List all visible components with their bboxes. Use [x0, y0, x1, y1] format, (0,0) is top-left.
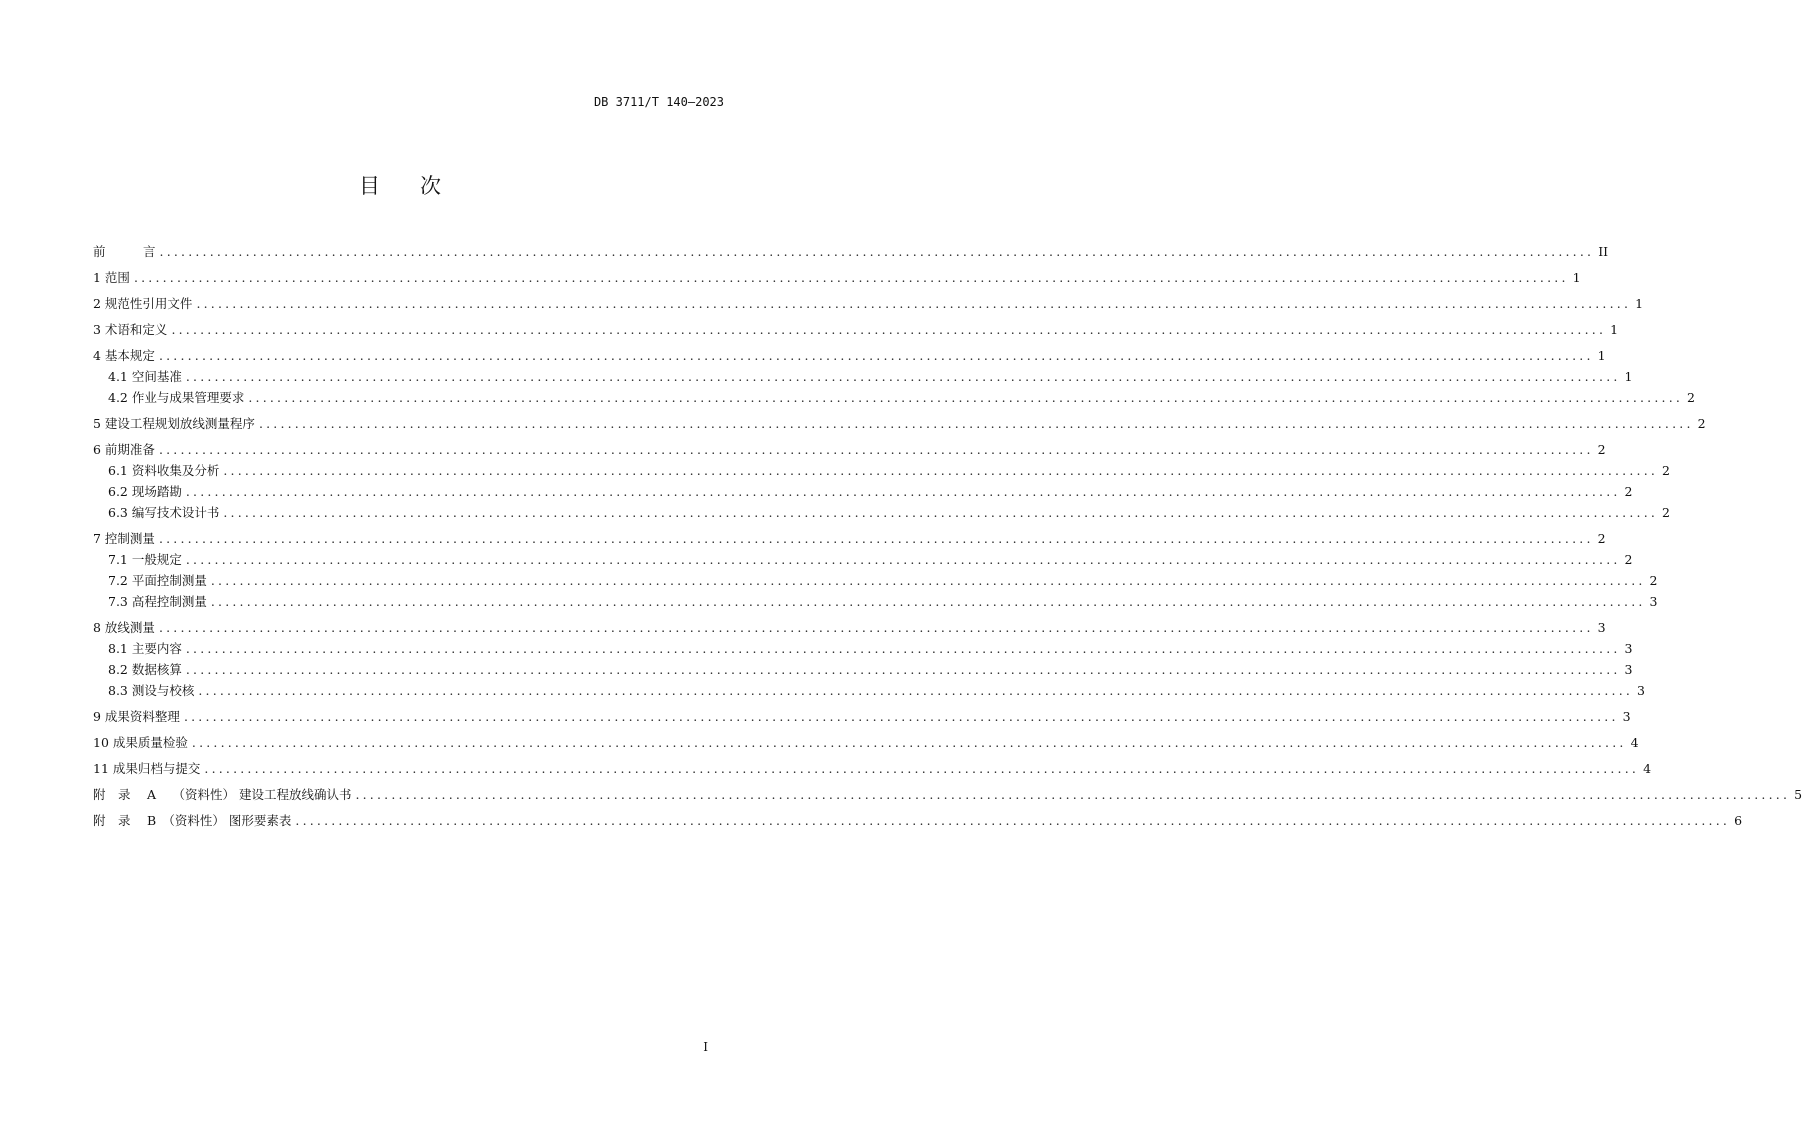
document-code: DB 3711/T 140—2023 — [593, 95, 724, 109]
toc-entry[interactable] — [93, 460, 1670, 481]
table-of-contents — [93, 241, 1802, 831]
page-number: I — [703, 1040, 708, 1054]
toc-entry-page: 2 — [1662, 505, 1670, 520]
toc-entry-page: 2 — [1697, 416, 1706, 431]
toc-entry[interactable] — [93, 659, 1633, 680]
toc-entry-label: 1 范围 — [93, 270, 130, 285]
toc-entry[interactable] — [93, 241, 1609, 262]
toc-entry-label: 6.3 编写技术设计书 — [108, 505, 220, 520]
dot-leader: ........................................................................................................................................................................................................ — [158, 348, 1594, 363]
dot-leader: ........................................................................................................................................................................................................ — [248, 390, 1684, 405]
dot-leader: ........................................................................................................................................................................................................ — [158, 620, 1594, 635]
toc-entry[interactable] — [93, 549, 1633, 570]
toc-entry-page: 3 — [1597, 620, 1606, 635]
toc-entry[interactable] — [93, 481, 1633, 502]
dot-leader: ........................................................................................................................................................................................................ — [355, 787, 1791, 802]
toc-entry[interactable] — [93, 319, 1619, 340]
toc-entry-label: 8.2 数据核算 — [108, 662, 182, 677]
toc-entry[interactable] — [93, 784, 1802, 805]
toc-entry[interactable] — [93, 439, 1606, 460]
dot-leader: ........................................................................................................................................................................................................ — [185, 484, 1621, 499]
dot-leader: ........................................................................................................................................................................................................ — [196, 296, 1632, 311]
toc-entry[interactable] — [93, 345, 1606, 366]
toc-entry-label: 7 控制测量 — [93, 531, 155, 546]
toc-entry[interactable] — [93, 680, 1645, 701]
toc-entry[interactable] — [93, 528, 1606, 549]
toc-entry-label: 6.1 资料收集及分析 — [108, 463, 220, 478]
toc-entry-page: 3 — [1622, 709, 1631, 724]
dot-leader: ........................................................................................................................................................................................................ — [204, 761, 1640, 776]
toc-entry-label: 4.1 空间基准 — [108, 369, 182, 384]
toc-entry-page: 1 — [1610, 322, 1619, 337]
toc-entry-label: 7.1 一般规定 — [108, 552, 182, 567]
dot-leader: ........................................................................................................................................................................................................ — [171, 322, 1607, 337]
toc-entry-page: 3 — [1637, 683, 1645, 698]
toc-entry[interactable] — [93, 267, 1581, 288]
toc-entry-label: 前 言 — [93, 244, 156, 259]
toc-entry-page: 2 — [1624, 484, 1633, 499]
toc-entry-page: 6 — [1734, 813, 1743, 828]
toc-entry-page: 3 — [1624, 641, 1633, 656]
toc-entry[interactable] — [93, 591, 1658, 612]
dot-leader: ........................................................................................................................................................................................................ — [198, 683, 1634, 698]
dot-leader: ........................................................................................................................................................................................................ — [185, 662, 1621, 677]
toc-entry-label: 7.2 平面控制测量 — [108, 573, 207, 588]
toc-entry[interactable] — [93, 758, 1652, 779]
toc-entry-page: 1 — [1572, 270, 1581, 285]
toc-entry-label: 6.2 现场踏勘 — [108, 484, 182, 499]
dot-leader: ........................................................................................................................................................................................................ — [158, 531, 1594, 546]
dot-leader: ........................................................................................................................................................................................................ — [223, 505, 1659, 520]
toc-entry-page: 4 — [1630, 735, 1639, 750]
toc-entry[interactable] — [93, 366, 1633, 387]
toc-entry-label: 8.3 测设与校核 — [108, 683, 195, 698]
toc-entry-page: 2 — [1597, 442, 1606, 457]
toc-entry-page: 5 — [1794, 787, 1802, 802]
dot-leader: ........................................................................................................................................................................................................ — [159, 244, 1595, 259]
toc-entry-label: 4 基本规定 — [93, 348, 155, 363]
toc-entry-page: 2 — [1597, 531, 1606, 546]
dot-leader: ........................................................................................................................................................................................................ — [185, 552, 1621, 567]
dot-leader: ........................................................................................................................................................................................................ — [183, 709, 1619, 724]
toc-entry-label: 8 放线测量 — [93, 620, 155, 635]
toc-entry-page: 1 — [1597, 348, 1606, 363]
toc-entry-page: 3 — [1624, 662, 1633, 677]
toc-entry-page: 2 — [1687, 390, 1695, 405]
toc-entry-label: 9 成果资料整理 — [93, 709, 180, 724]
toc-entry-page: 1 — [1624, 369, 1633, 384]
toc-entry-label: 8.1 主要内容 — [108, 641, 182, 656]
toc-entry[interactable] — [93, 732, 1639, 753]
toc-entry[interactable] — [93, 293, 1644, 314]
toc-entry[interactable] — [93, 638, 1633, 659]
toc-entry-page: 1 — [1635, 296, 1644, 311]
toc-entry[interactable] — [93, 706, 1631, 727]
dot-leader: ........................................................................................................................................................................................................ — [185, 641, 1621, 656]
toc-entry-label: 附 录 B （资料性） 图形要素表 — [93, 813, 292, 828]
toc-entry[interactable] — [93, 570, 1658, 591]
dot-leader: ........................................................................................................................................................................................................ — [210, 573, 1646, 588]
toc-entry[interactable] — [93, 387, 1695, 408]
dot-leader: ........................................................................................................................................................................................................ — [258, 416, 1694, 431]
toc-entry-page: 4 — [1643, 761, 1652, 776]
dot-leader: ........................................................................................................................................................................................................ — [223, 463, 1659, 478]
dot-leader: ........................................................................................................................................................................................................ — [133, 270, 1569, 285]
page-title: 目次 — [359, 174, 481, 198]
toc-entry[interactable] — [93, 810, 1743, 831]
toc-entry-label: 3 术语和定义 — [93, 322, 168, 337]
toc-entry-page: II — [1598, 244, 1609, 259]
toc-entry-page: 2 — [1624, 552, 1633, 567]
toc-entry-page: 3 — [1649, 594, 1658, 609]
toc-entry-label: 4.2 作业与成果管理要求 — [108, 390, 245, 405]
toc-entry-label: 5 建设工程规划放线测量程序 — [93, 416, 255, 431]
toc-entry[interactable] — [93, 502, 1670, 523]
toc-entry-label: 附 录 A （资料性） 建设工程放线确认书 — [93, 787, 352, 802]
toc-entry-page: 2 — [1649, 573, 1658, 588]
toc-entry-label: 11 成果归档与提交 — [93, 761, 201, 776]
dot-leader: ........................................................................................................................................................................................................ — [210, 594, 1646, 609]
toc-entry-label: 6 前期准备 — [93, 442, 155, 457]
dot-leader: ........................................................................................................................................................................................................ — [191, 735, 1627, 750]
toc-entry-label: 7.3 高程控制测量 — [108, 594, 207, 609]
toc-entry[interactable] — [93, 413, 1706, 434]
dot-leader: ........................................................................................................................................................................................................ — [185, 369, 1621, 384]
toc-entry-label: 10 成果质量检验 — [93, 735, 188, 750]
toc-entry-label: 2 规范性引用文件 — [93, 296, 193, 311]
dot-leader: ........................................................................................................................................................................................................ — [295, 813, 1731, 828]
toc-entry-page: 2 — [1662, 463, 1670, 478]
toc-entry[interactable] — [93, 617, 1606, 638]
dot-leader: ........................................................................................................................................................................................................ — [158, 442, 1594, 457]
